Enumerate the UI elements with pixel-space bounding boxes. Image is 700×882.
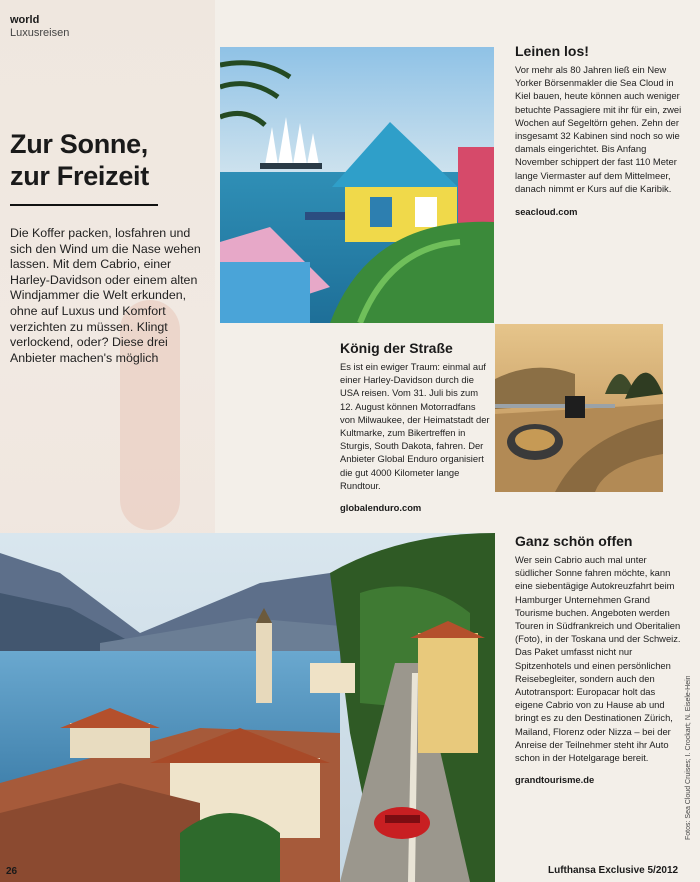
article-body: Vor mehr als 80 Jahren ließ ein New Yorker Börsenmakler die Sea Cloud in Kiel bauen, heute können auch weniger betuchte Passagiere mit ihr für ein, zwei Wochen auf Segeltörn gehen. Zehn der insgesamt 32 Kabinen sind noch so wie damals eingerichtet. Bis Anfang November schippert der fast 110 Meter lange Viermaster auf dem Mittelmeer, danach nimmt er Kurs auf die Karibik.: [515, 64, 682, 194]
section-label: world: [10, 14, 40, 26]
magazine-name: Lufthansa Exclusive 5/2012: [548, 865, 679, 876]
photo-credit: [683, 540, 697, 840]
article-harley: [340, 340, 490, 513]
lake-village-photo: [0, 533, 495, 882]
article-link[interactable]: seacloud.com: [515, 206, 578, 218]
page-headline: [10, 128, 210, 192]
article-body: Wer sein Cabrio auch mal unter südlicher Sonne fahren möchte, kann eine siebentägige Autokreuzfahrt beim Hamburger Unternehmen Grand Tourisme buchen. Angeboten werden Touren in Südfrankreich und Oberitalien (Foto), in der Toskana und der Schweiz. Das Paket umfasst nicht nur Spitzenhotels und einen persönlichen Reisebegleiter, sondern auch den Autotransport: Europacar holt das eigene Cabrio von zu Hause ab und bringt es zu den Destinationen Zürich, Mailand, Florenz oder Nizza – bei der Anreise der Teilnehmer steht ihr Auto schon in der Hotelgarage bereit.: [515, 554, 681, 764]
headline-line-2: zur Freizeit: [10, 161, 149, 191]
article-sea-cloud: [515, 43, 687, 217]
intro-text: Die Koffer packen, losfahren und sich den Wind um die Nase wehen lassen. Mit dem Cabrio, einer Harley-Davidson oder einem alten Windjammer die Welt erkunden, ohne auf Luxus und Komfort verzichten zu müssen. Klingt verlockend, oder? Diese drei Anbieter machen's möglich: [10, 226, 201, 365]
article-title: Ganz schön offen: [515, 533, 633, 549]
magazine-issue: [548, 865, 678, 876]
motorcycle-photo: [495, 324, 663, 492]
article-title: Leinen los!: [515, 43, 589, 59]
article-link[interactable]: grandtourisme.de: [515, 774, 595, 786]
subsection-label: Luxusreisen: [10, 27, 70, 39]
headline-rule: [10, 204, 158, 206]
sea-cloud-photo: [220, 47, 494, 323]
article-link[interactable]: globalenduro.com: [340, 502, 422, 514]
photo-credit-text: Fotos: Sea Cloud Cruises; I. Crockart; N. Eisele-Hein: [685, 675, 692, 840]
article-cabrio: [515, 533, 685, 785]
page-number: 26: [6, 866, 18, 877]
article-body: Es ist ein ewiger Traum: einmal auf einer Harley-Davidson durch die USA reisen. Vom 31. Juli bis zum 12. August können Motorradfans von Milwaukee, der Heimatstadt der Kultmarke, zum Bikertreffen in Sturgis, South Dakota, fahren. Der Anbieter Global Enduro organisiert die gut 4000 Kilometer lange Rundtour.: [340, 361, 490, 491]
article-title: König der Straße: [340, 340, 453, 356]
headline-line-1: Zur Sonne,: [10, 129, 148, 159]
